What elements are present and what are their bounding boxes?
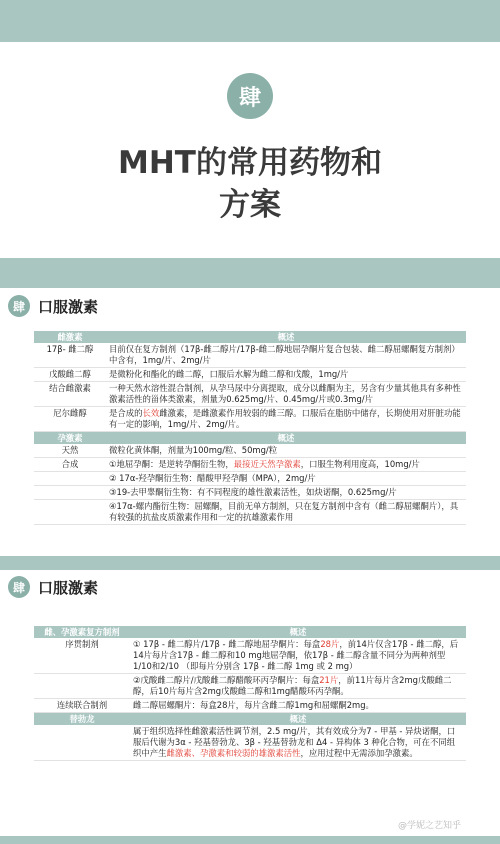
drug-desc: ④17α-螺内酯衍生物：屈螺酮，目前无单方制剂，只在复方制剂中含有（雌二醇屈螺酮片），具有较强的抗盐皮质激素作用和一定的抗雄激素作用	[106, 500, 466, 525]
desc-text: ，前11片每片含2mg戊酸雌二醇，后10片每片含2mg戊酸雌二醇和1mg醋酸环丙孕酮。	[133, 675, 452, 696]
table-row	[34, 486, 466, 500]
drug-name: 序贯制剂	[34, 638, 130, 674]
drug-name	[34, 472, 106, 486]
drug-desc	[130, 638, 466, 674]
drug-name: 合成	[34, 458, 106, 472]
drug-name: 连续联合制剂	[34, 699, 130, 713]
drug-desc: 一种天然水溶性混合制剂，从孕马尿中分离提取，成分以雌酮为主，另含有少量其他具有多种性激素活性的甾体类激素，剂量为0.625mg/片、0.45mg/片或0.3mg/片	[106, 382, 466, 407]
table-row	[34, 674, 466, 699]
drug-name: 天然	[34, 444, 106, 458]
section-badge: 肆	[8, 295, 30, 317]
cover-title-line1: MHT的常用药物和	[118, 145, 382, 181]
table-row	[34, 500, 466, 525]
watermark: @学妮之艺知乎	[398, 821, 462, 831]
header-cell: 概述	[106, 331, 466, 343]
drug-name	[34, 486, 106, 500]
drug-desc: 目前仅在复方制剂（17β-雌二醇片/17β-雌二醇地屈孕酮片复合包装、雌二醇屈螺酮复方制剂）中含有，1mg/片、2mg/片	[106, 343, 466, 368]
header-cell: 雌、孕激素复方制剂	[34, 626, 130, 638]
section-header-2	[8, 576, 98, 598]
drug-name: 尼尔雌醇	[34, 407, 106, 432]
table-header	[34, 331, 466, 343]
table-row	[34, 407, 466, 432]
drug-desc	[130, 674, 466, 699]
drug-name: 结合雌激素	[34, 382, 106, 407]
table-row	[34, 444, 466, 458]
table-row	[34, 638, 466, 674]
section-badge: 肆	[8, 576, 30, 598]
desc-text: 是合成的	[109, 408, 143, 418]
drug-desc: 是微粉化和酯化的雌二醇，口服后水解为雌二醇和戊酸，1mg/片	[106, 368, 466, 382]
header-cell: 概述	[130, 713, 466, 726]
desc-text: ②戊酸雌二醇片/戊酸雌二醇醋酸环丙孕酮片：每盒	[133, 675, 320, 685]
estrogen-table	[34, 331, 466, 525]
desc-highlight: 28片	[320, 639, 340, 649]
section-title: 口服激素	[38, 578, 99, 597]
table-row	[34, 458, 466, 472]
middle-band	[0, 258, 500, 288]
table-header	[34, 626, 466, 638]
table-row	[34, 382, 466, 407]
drug-name	[34, 500, 106, 525]
table-row	[34, 725, 466, 761]
table-row	[34, 699, 466, 713]
drug-desc: ③19-去甲睾酮衍生物：有不同程度的雄性激素活性，如炔诺酮，0.625mg/片	[106, 486, 466, 500]
drug-desc: 雌二醇屈螺酮片：每盒28片，每片含雌二醇1mg和屈螺酮2mg。	[130, 699, 466, 713]
desc-highlight: 长效	[142, 408, 160, 418]
section-header-1	[8, 295, 98, 317]
desc-text: ，口服生物利用度高，10mg/片	[300, 459, 420, 469]
table-row	[34, 472, 466, 486]
desc-highlight: 雌激素、孕激素和较弱的雄激素活性	[166, 748, 301, 758]
bottom-band	[0, 836, 500, 844]
drug-name: 17β- 雌二醇	[34, 343, 106, 368]
table-row	[34, 368, 466, 382]
drug-desc	[106, 458, 466, 472]
desc-text: 属于组织选择性雌激素活性调节剂，2.5 mg/片，其有效成分为7 - 甲基 - 异炔诺酮，口服后代谢为3α - 羟基替勃龙、3β - 羟基替勃龙和 Δ4 - 异构体 3 种化合物，可在不同组织中产生	[133, 726, 456, 758]
table-header	[34, 713, 466, 726]
slide-separator	[0, 556, 500, 570]
drug-name	[34, 674, 130, 699]
top-band	[0, 0, 500, 42]
section-title: 口服激素	[38, 297, 99, 316]
header-cell: 概述	[130, 626, 466, 638]
drug-desc	[106, 407, 466, 432]
cover-title-line2: 方案	[219, 187, 281, 223]
chapter-badge: 肆	[227, 73, 273, 119]
desc-highlight: 21片	[319, 675, 339, 685]
desc-text: ，应用过程中无需添加孕激素。	[300, 748, 418, 758]
header-cell: 替勃龙	[34, 713, 130, 726]
desc-text: ①地屈孕酮：是逆转孕酮衍生物，	[109, 459, 234, 469]
desc-text: ，前14片仅含17β - 雌二醇，后14片每片含17β - 雌二醇和10 mg地屈孕酮，依17β - 雌二醇含量不同分为两种剂型1/10和2/10 （即每片分别含 17β - 雌二醇 1mg 或 2 mg）	[133, 639, 459, 671]
header-cell: 孕激素	[34, 432, 106, 445]
table-header	[34, 432, 466, 445]
desc-highlight: 最接近天然孕激素	[233, 459, 301, 469]
combination-table	[34, 626, 466, 761]
header-cell: 雌激素	[34, 331, 106, 343]
desc-text: ① 17β - 雌二醇片/17β - 雌二醇地屈孕酮片：每盒	[133, 639, 321, 649]
drug-desc: ② 17α-羟孕酮衍生物：醋酸甲羟孕酮（MPA），2mg/片	[106, 472, 466, 486]
header-cell: 概述	[106, 432, 466, 445]
table-row	[34, 343, 466, 368]
drug-desc	[130, 725, 466, 761]
drug-name: 戊酸雌二醇	[34, 368, 106, 382]
desc-text: 雌激素，是雌激素作用较弱的雌三醇。口服后在脂肪中储存，长期使用对肝脏功能有一定的影响，1mg/片、2mg/片。	[109, 408, 461, 429]
drug-desc: 微粒化黄体酮，剂量为100mg/粒、50mg/粒	[106, 444, 466, 458]
